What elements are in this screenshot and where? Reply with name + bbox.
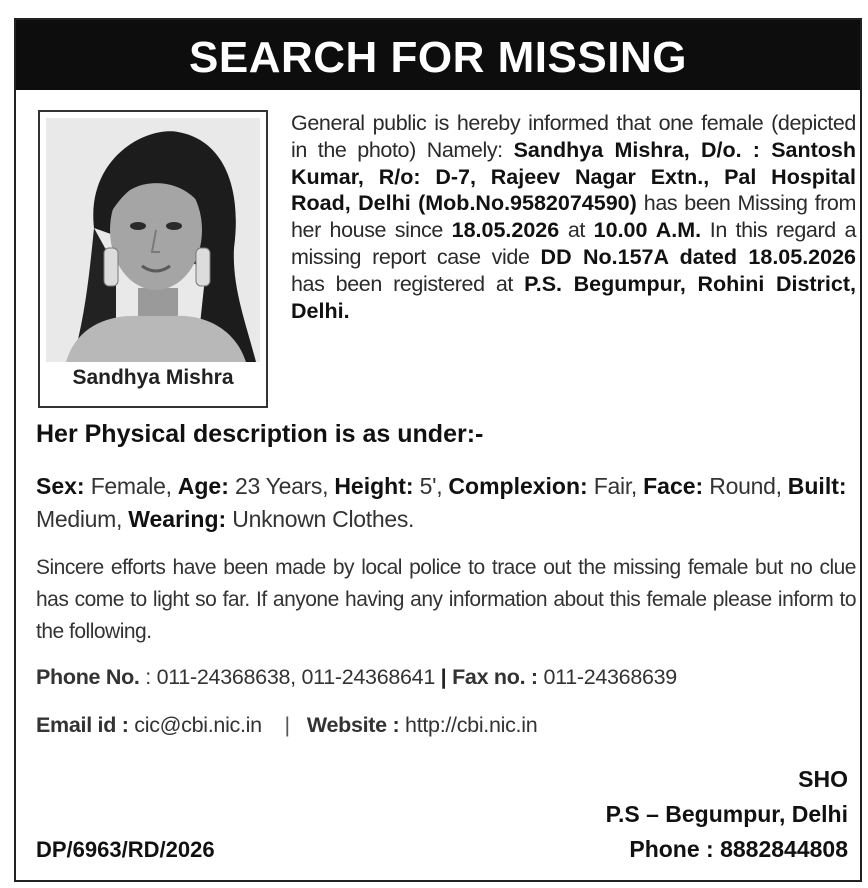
field-label: Face: bbox=[643, 473, 704, 499]
dd-number: DD No.157A dated 18.05.2026 bbox=[540, 244, 857, 269]
missing-person-details: Sandhya Mishra, D/o. : Santosh Kumar, R/o: D-7, Rajeev Nagar Extn., Pal Hospital Road, Delhi (Mob.No.9582074590) bbox=[291, 137, 857, 216]
missing-person-notice bbox=[14, 18, 862, 882]
website-label: Website : bbox=[306, 713, 400, 737]
phone-fax-line bbox=[36, 665, 677, 690]
signatory-block bbox=[606, 762, 848, 867]
field-label: Height: bbox=[334, 473, 414, 499]
email-label: Email id : bbox=[36, 713, 129, 737]
reference-number: DP/6963/RD/2026 bbox=[36, 837, 215, 862]
intro-text: at bbox=[559, 218, 594, 243]
intro-text: has been registered at bbox=[291, 271, 525, 296]
signatory-station: P.S – Begumpur, Delhi bbox=[605, 801, 848, 827]
fax-number: 011-24368639 bbox=[543, 665, 677, 689]
signatory-title: SHO bbox=[798, 766, 848, 792]
phone-label: Phone No. bbox=[36, 665, 140, 689]
field-value: 5', bbox=[419, 473, 443, 499]
phone-numbers: : 011-24368638, 011-24368641 bbox=[145, 665, 435, 689]
field-value: 23 Years, bbox=[234, 473, 329, 499]
field-label: Sex: bbox=[36, 473, 85, 499]
police-station: P.S. Begumpur, Rohini District, Delhi. bbox=[291, 271, 856, 323]
email-website-line bbox=[36, 713, 537, 738]
intro-paragraph bbox=[291, 110, 856, 324]
email-address: cic@cbi.nic.in bbox=[134, 713, 262, 737]
person-portrait-image bbox=[46, 118, 260, 362]
separator: | bbox=[440, 665, 447, 689]
separator: | bbox=[284, 713, 290, 737]
photo-caption: Sandhya Mishra bbox=[72, 366, 234, 389]
intro-text: In this regard a missing report case vide bbox=[291, 218, 857, 269]
field-label: Built: bbox=[787, 473, 847, 499]
fax-label: Fax no. : bbox=[452, 665, 538, 689]
website-url: http://cbi.nic.in bbox=[405, 713, 538, 737]
field-value: Fair, bbox=[593, 473, 638, 499]
missing-time: 10.00 A.M. bbox=[593, 218, 702, 243]
physical-description bbox=[36, 470, 856, 536]
field-label: Age: bbox=[177, 473, 229, 499]
signatory-phone: Phone : 8882844808 bbox=[629, 836, 848, 862]
field-value: Round, bbox=[709, 473, 782, 499]
missing-person-photo bbox=[46, 118, 260, 362]
description-heading: Her Physical description is as under:- bbox=[36, 420, 484, 448]
notice-title: SEARCH FOR MISSING bbox=[16, 20, 860, 90]
intro-text: has been Missing from her house since bbox=[291, 191, 856, 243]
missing-date: 18.05.2026 bbox=[451, 218, 560, 243]
field-value: Medium, bbox=[36, 506, 123, 532]
intro-text: General public is hereby informed that one female (depicted in the photo) Namely: bbox=[291, 111, 856, 162]
field-label: Complexion: bbox=[448, 473, 588, 499]
field-value: Unknown Clothes. bbox=[232, 506, 415, 532]
field-value: Female, bbox=[90, 473, 172, 499]
efforts-paragraph: Sincere efforts have been made by local police to trace out the missing female but no clue has come to light so far. If anyone having any information about this female please inform to the following. bbox=[36, 556, 856, 643]
field-label: Wearing: bbox=[128, 506, 227, 532]
photo-frame bbox=[38, 110, 268, 408]
